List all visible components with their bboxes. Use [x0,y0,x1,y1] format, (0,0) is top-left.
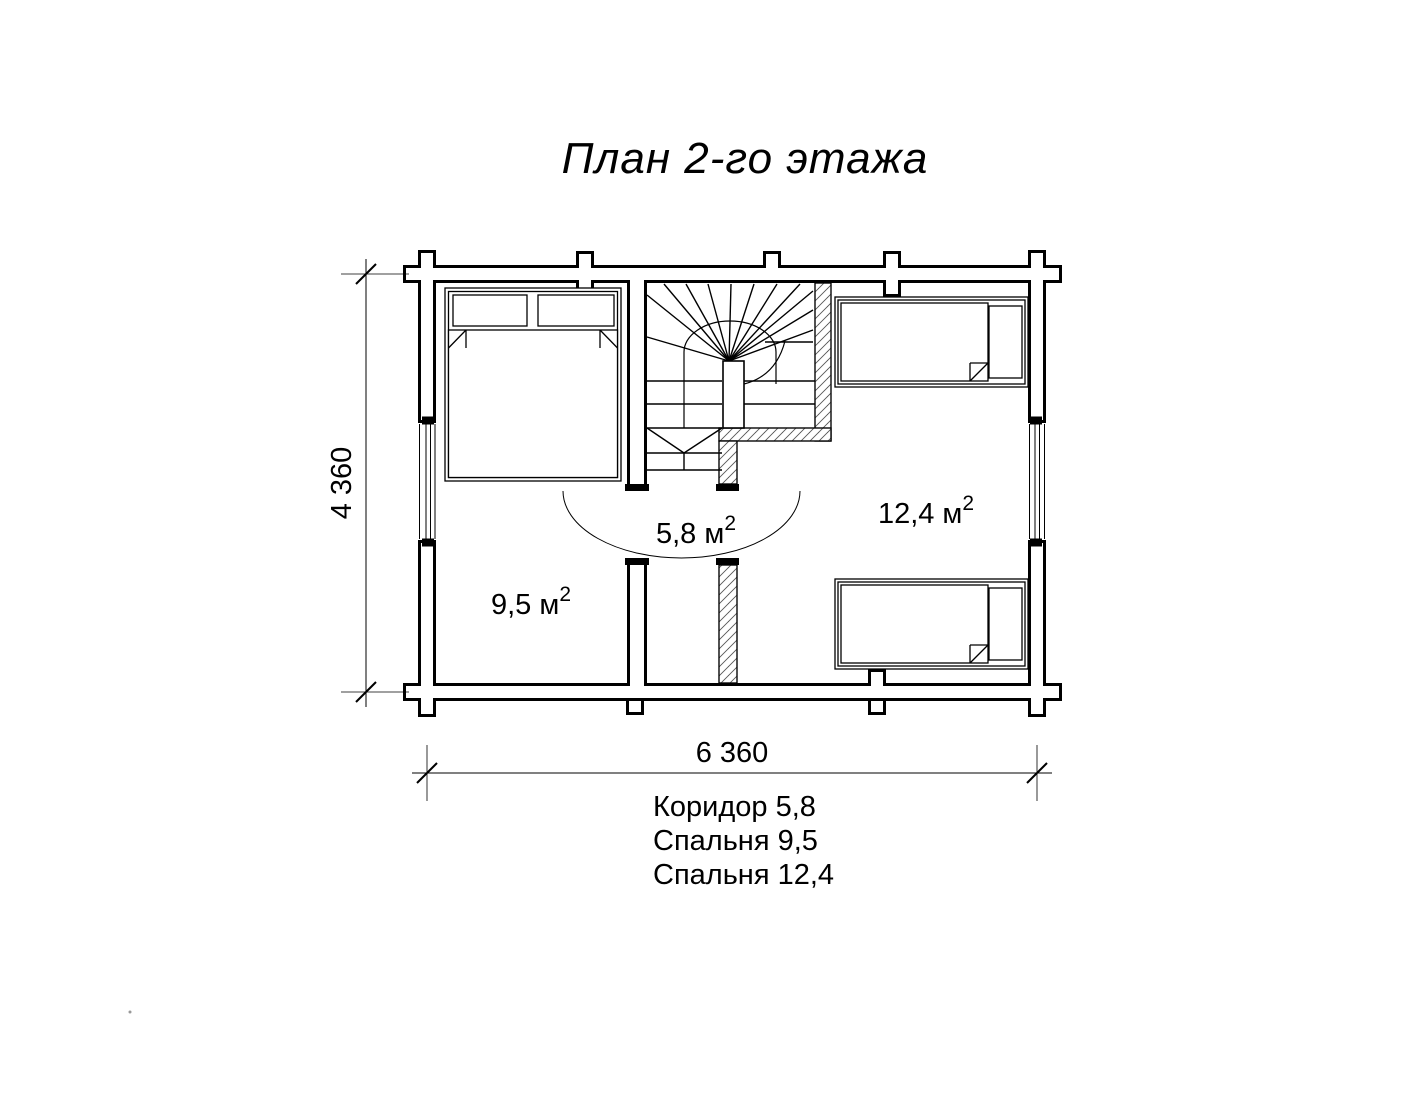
legend-item-corridor: Коридор 5,8 [653,791,816,823]
pillow [538,295,614,326]
stair-newel [723,361,744,428]
hatched-partitions [719,283,831,683]
dimension-vertical-label: 4 360 [326,446,358,520]
room-label-bedroom-small: 9,5 $м^2$ [491,583,571,621]
single-bed-bottom [835,579,1028,669]
pillow [989,306,1022,378]
blanket [841,585,988,663]
legend [653,791,834,891]
legend-item-bedroom-large: Спальня 12,4 [653,859,835,891]
room-label-corridor: 5,8 $м^2$ [656,512,736,550]
stray-dot [129,1011,132,1014]
pillow [989,588,1022,660]
blanket [449,330,618,478]
dimension-horizontal-label: 6 360 [695,737,769,769]
window-right [1030,417,1045,546]
legend-item-bedroom-small: Спальня 9,5 [653,825,818,857]
blanket [841,303,988,381]
room-label-bedroom-large: 12,4 $м^2$ [877,492,975,530]
double-bed [445,288,621,481]
single-bed-top [835,297,1028,387]
pillow [453,295,527,326]
stair-winder-fan [647,284,813,361]
window-left [420,417,436,546]
page-title: План 2-го этажа [561,134,929,183]
